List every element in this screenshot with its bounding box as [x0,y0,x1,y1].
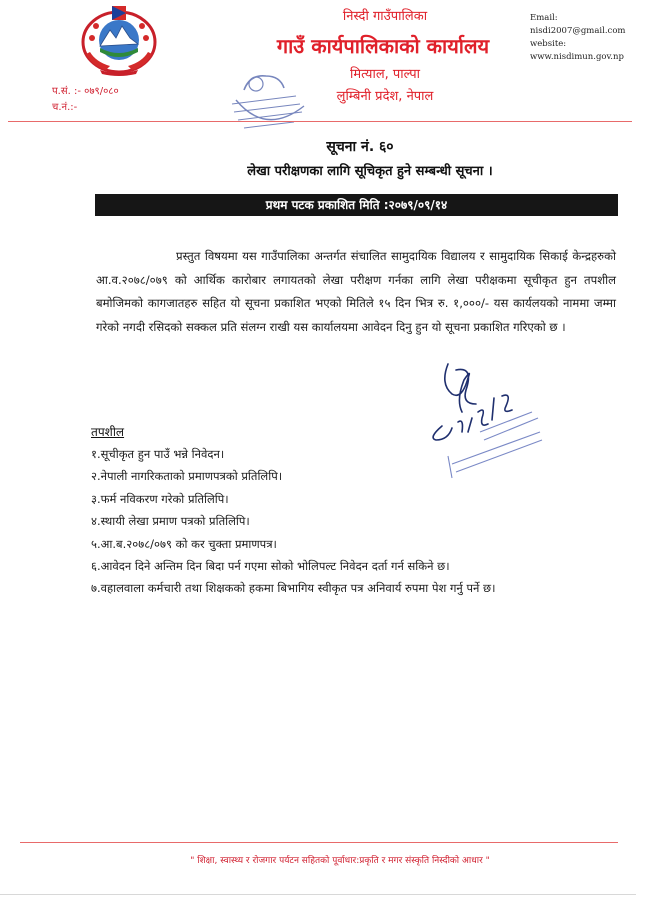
list-item: ६.आवेदन दिने अन्तिम दिन बिदा पर्न गएमा सोको भोलिपल्ट निवेदन दर्ता गर्न सकिने छ। [91,559,450,574]
contact-block [530,12,658,64]
list-item: २.नेपाली नागरिकताको प्रमाणपत्रको प्रतिलिपि। [91,469,283,484]
list-item: ७.वहालवाला कर्मचारी तथा शिक्षकको हकमा बिभागिय स्वीकृत पत्र अनिवार्य रुपमा पेश गर्नु पर्ने छ। [91,581,496,596]
website-label: website: [530,39,567,49]
municipality-name: निस्दी गाउँपालिका [342,9,428,24]
chalani-number: च.नं.:- [52,102,78,113]
header-divider [8,121,632,122]
website-value: www.nisdimun.gov.np [530,52,624,62]
nepal-emblem-icon [78,4,160,76]
office-seal-stamp [222,70,310,138]
notice-number: सूचना नं. ६० [326,139,394,155]
list-item: ४.स्थायी लेखा प्रमाण पत्रको प्रतिलिपि। [91,514,250,529]
office-location: मित्याल, पाल्पा [350,67,420,82]
schedule-list [91,443,495,600]
reference-block [52,84,119,116]
office-title: गाउँ कार्यपालिकाको कार्यालय [276,34,490,58]
list-item: ५.आ.ब.२०७८/०७९ को कर चुक्ता प्रमाणपत्र। [91,536,277,551]
schedule-heading: तपशील [91,425,125,439]
publication-date-bar: प्रथम पटक प्रकाशित मिति :२०७९/०९/१४ [95,194,618,216]
notice-title: लेखा परीक्षणका लागि सूचिकृत हुने सम्बन्धी सूचना । [247,164,493,179]
list-item: १.सूचीकृत हुन पाउँ भन्ने निवेदन। [91,447,225,461]
office-province: लुम्बिनी प्रदेश, नेपाल [336,89,434,104]
footer-divider [20,842,618,843]
email-value: nisdi2007@gmail.com [530,26,626,36]
email-label: Email: [530,13,558,23]
patra-sankhya: प.सं. :- ०७९/०८० [52,86,119,97]
notice-body [96,245,616,339]
page-bottom-edge [0,894,636,895]
list-item: ३.फर्म नविकरण गरेको प्रतिलिपि। [91,491,229,506]
notice-paragraph: प्रस्तुत विषयमा यस गाउँपालिका अन्तर्गत संचालित सामुदायिक विद्यालय र सामुदायिक सिकाई केन्द्रहरुको आ.व.२०७८/०७९ को आर्थिक कारोबार लगायतको लेखा परीक्षण गर्नका लागि लेखा परीक्षकमा सूचीकृत हुन तपशील बमोजिमको कागजातहरु सहित यो सूचना प्रकाशित भएको मितिले १५ दिन भित्र रु. १,०००/- यस कार्यलयको नाममा जम्मा गरेको नगदी रसिदको सक्कल प्रति संलग्न राखी यस कार्यालयमा आवेदन दिनु हुन यो सूचना प्रकाशित गरिएको छ । [96,249,616,334]
footer-motto: " शिक्षा, स्वास्थ्य र रोजगार पर्यटन सहितको पूर्वाधार:प्रकृति र मगर संस्कृति निस्दीको आधार " [190,856,490,866]
